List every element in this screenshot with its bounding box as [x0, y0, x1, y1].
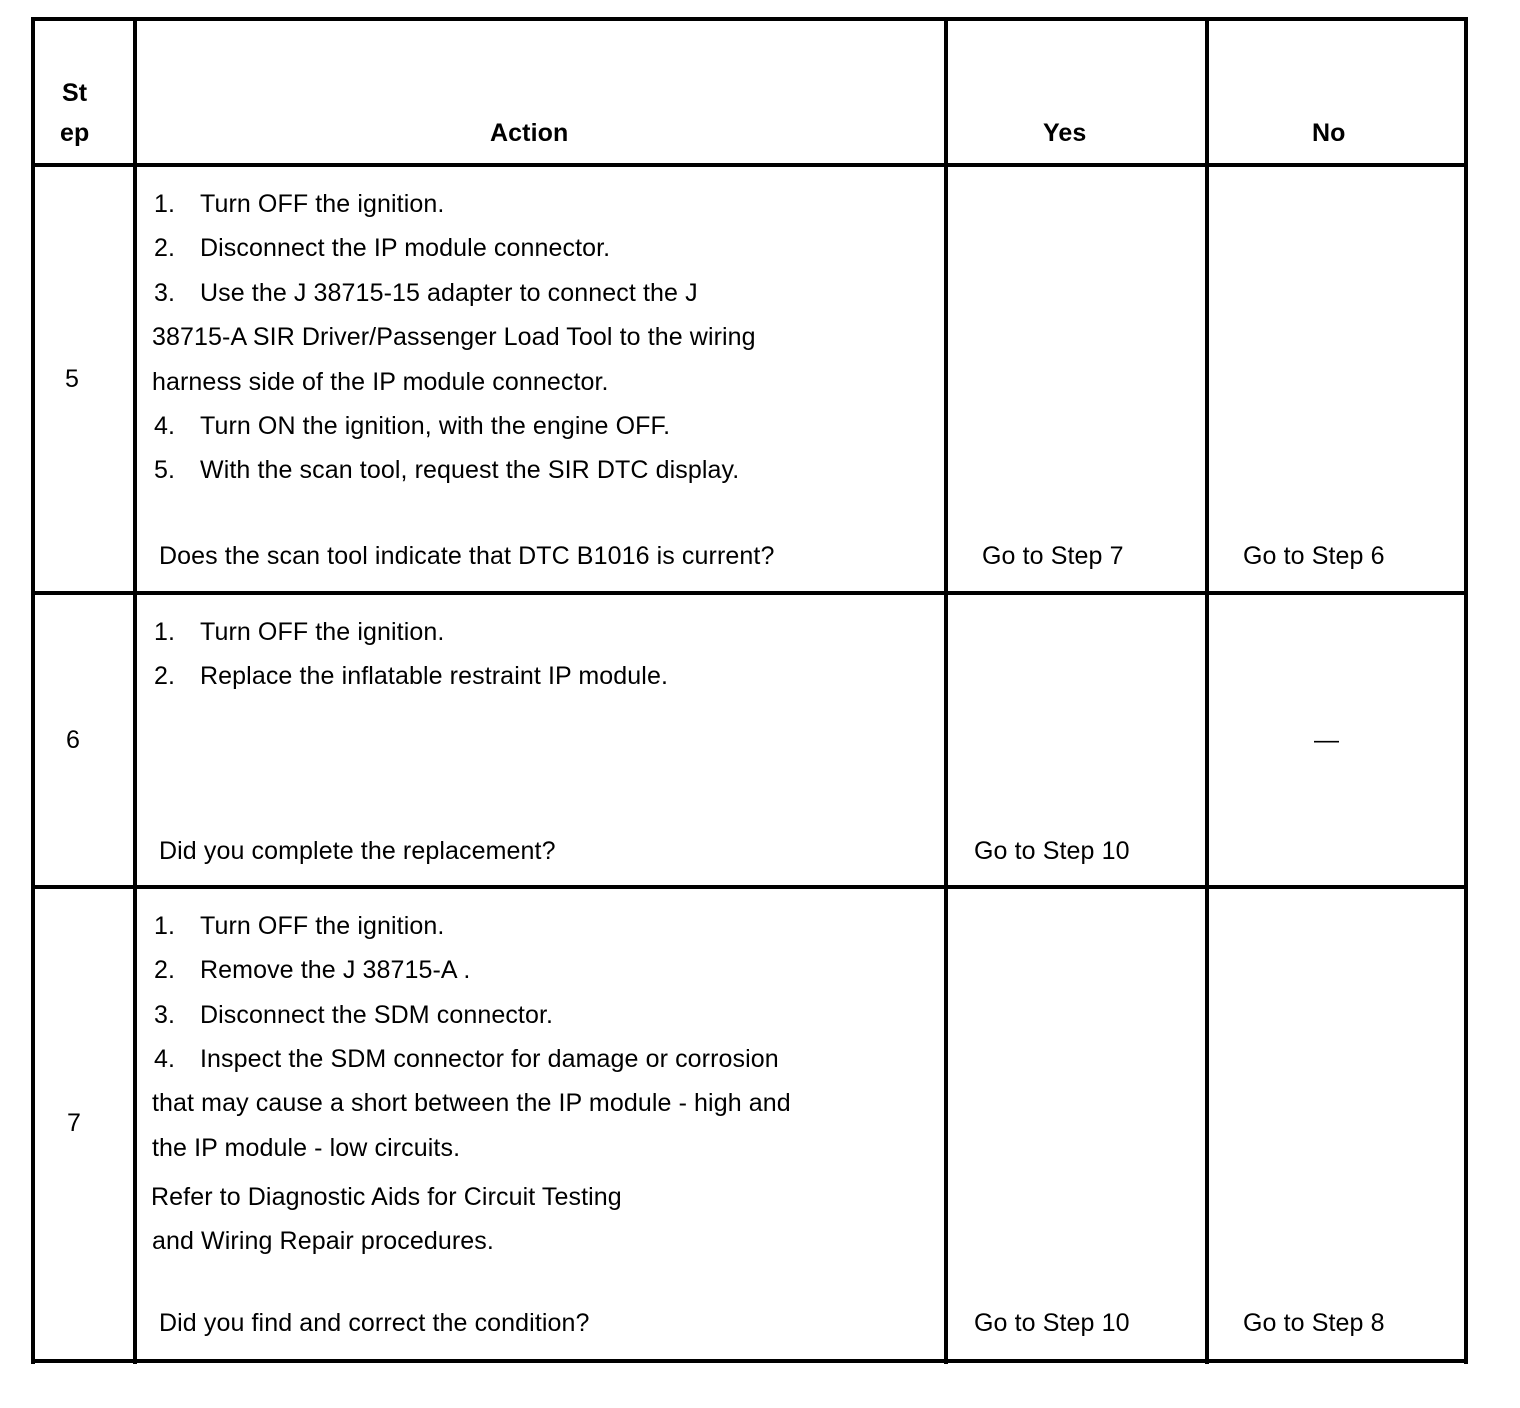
item-text: With the scan tool, request the SIR DTC display. — [200, 456, 740, 484]
action-item — [154, 455, 739, 485]
step-number: 6 — [66, 726, 81, 754]
header-divider — [31, 163, 1468, 167]
item-text: Use the J 38715-15 adapter to connect the J — [200, 279, 698, 307]
action-item — [154, 955, 470, 985]
table-border-bottom — [31, 1359, 1468, 1363]
header-no: No — [1312, 119, 1346, 147]
action-item — [154, 1044, 779, 1074]
yes-result: Go to Step 7 — [982, 542, 1124, 570]
item-text: Turn ON the ignition, with the engine OFF. — [200, 412, 671, 440]
column-divider — [1205, 17, 1209, 1364]
action-item — [154, 1000, 553, 1030]
action-note: and Wiring Repair procedures. — [152, 1227, 494, 1255]
header-step-line2: ep — [60, 119, 90, 147]
question: Did you complete the replacement? — [159, 837, 556, 865]
column-divider — [944, 17, 948, 1364]
item-text: Disconnect the SDM connector. — [200, 1001, 554, 1029]
item-text: Replace the inflatable restraint IP module. — [200, 662, 668, 690]
action-item — [154, 278, 698, 308]
item-text: Inspect the SDM connector for damage or corrosion — [200, 1045, 779, 1073]
table-border-top — [31, 17, 1468, 21]
action-continuation: that may cause a short between the IP module - high and — [152, 1089, 791, 1117]
action-continuation: the IP module - low circuits. — [152, 1134, 461, 1162]
item-number: 1. — [154, 190, 176, 218]
item-text: Remove the J 38715-A . — [200, 956, 471, 984]
item-number: 2. — [154, 956, 176, 984]
item-number: 3. — [154, 1001, 176, 1029]
yes-result: Go to Step 10 — [974, 837, 1130, 865]
action-item — [154, 189, 444, 219]
no-result: Go to Step 8 — [1243, 1309, 1385, 1337]
yes-result: Go to Step 10 — [974, 1309, 1130, 1337]
action-item — [154, 411, 670, 441]
item-number: 2. — [154, 234, 176, 262]
item-text: Turn OFF the ignition. — [200, 618, 445, 646]
row-divider — [31, 591, 1468, 595]
action-item — [154, 911, 444, 941]
item-number: 2. — [154, 662, 176, 690]
question: Did you find and correct the condition? — [159, 1309, 590, 1337]
column-divider — [133, 17, 137, 1364]
table-border-right — [1464, 17, 1468, 1364]
action-item — [154, 661, 668, 691]
item-number: 1. — [154, 618, 176, 646]
item-text: Turn OFF the ignition. — [200, 912, 445, 940]
action-item — [154, 617, 444, 647]
action-continuation: harness side of the IP module connector. — [152, 368, 609, 396]
action-note: Refer to Diagnostic Aids for Circuit Testing — [151, 1183, 622, 1211]
item-number: 3. — [154, 279, 176, 307]
table-border-left — [31, 17, 35, 1364]
no-result: — — [1314, 726, 1340, 754]
step-number: 7 — [67, 1109, 82, 1137]
header-action: Action — [490, 119, 569, 147]
header-yes: Yes — [1043, 119, 1087, 147]
action-item — [154, 233, 610, 263]
item-number: 5. — [154, 456, 176, 484]
item-text: Turn OFF the ignition. — [200, 190, 445, 218]
header-step-line1: St — [62, 79, 88, 107]
item-number: 1. — [154, 912, 176, 940]
question: Does the scan tool indicate that DTC B1016 is current? — [159, 542, 775, 570]
item-number: 4. — [154, 1045, 176, 1073]
step-number: 5 — [65, 365, 80, 393]
row-divider — [31, 885, 1468, 889]
item-number: 4. — [154, 412, 176, 440]
item-text: Disconnect the IP module connector. — [200, 234, 611, 262]
no-result: Go to Step 6 — [1243, 542, 1385, 570]
action-continuation: 38715-A SIR Driver/Passenger Load Tool to the wiring — [152, 323, 756, 351]
